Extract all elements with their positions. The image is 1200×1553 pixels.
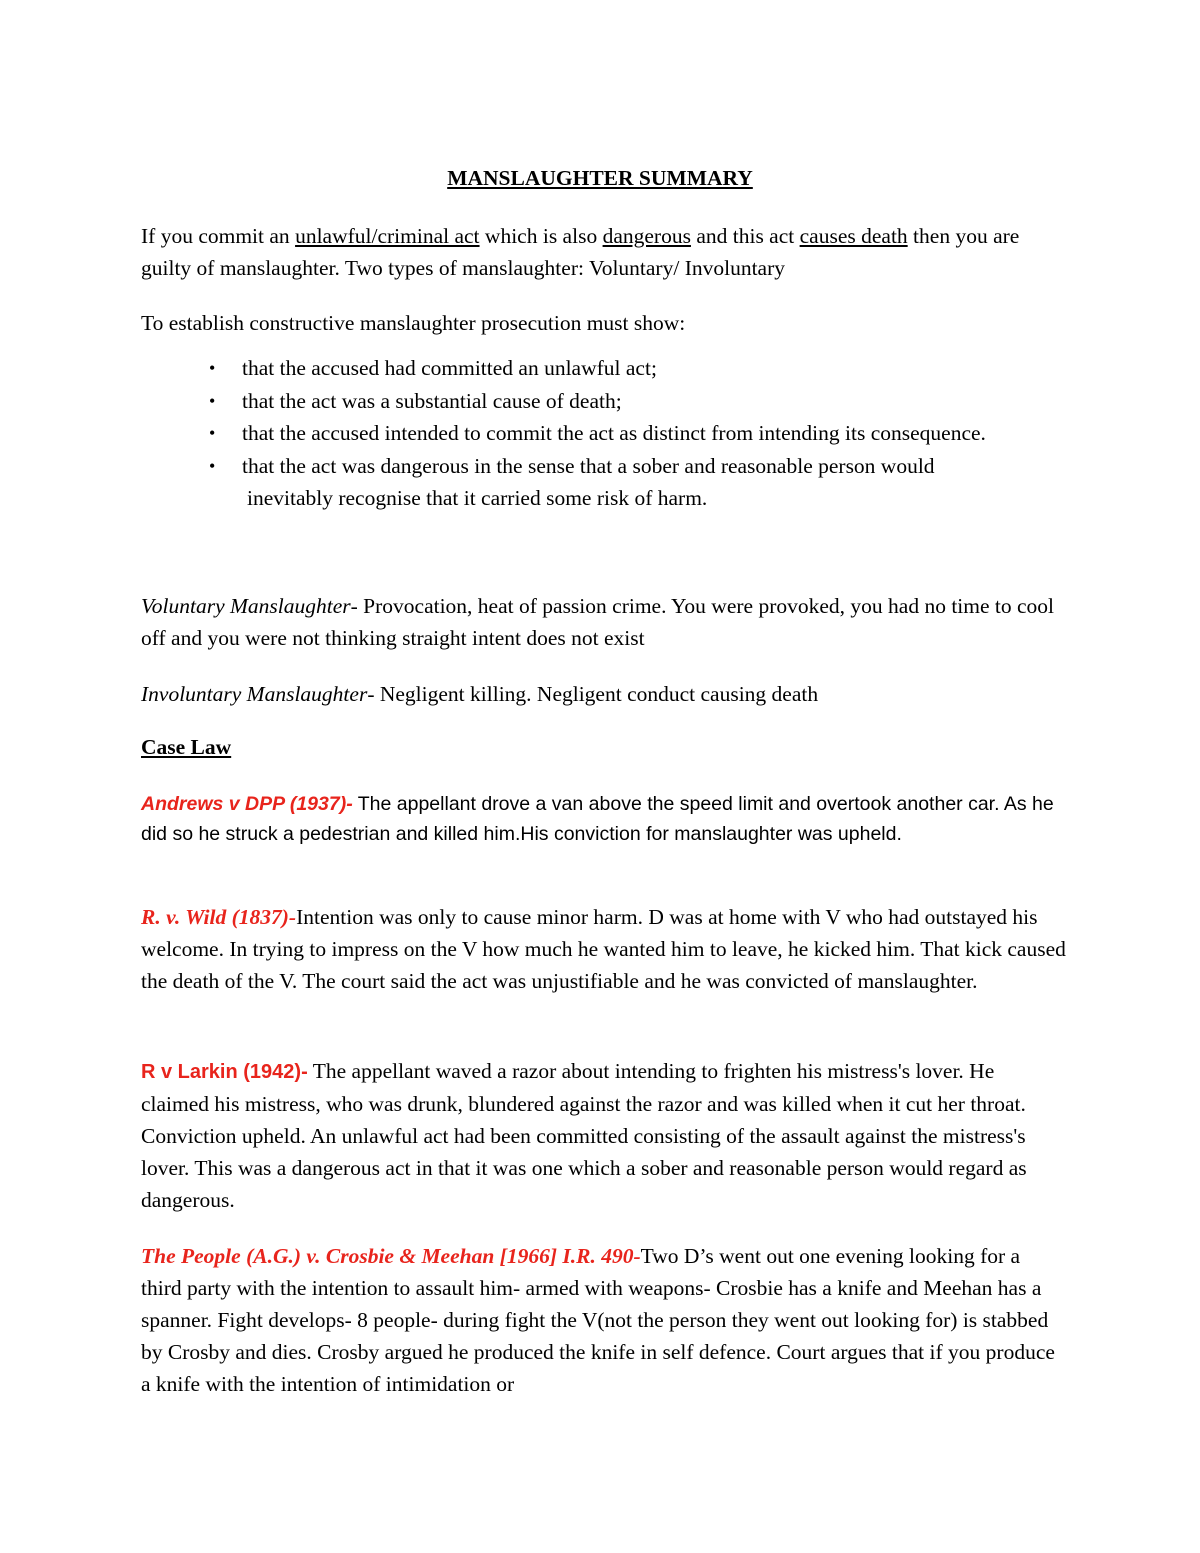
- case-andrews: Andrews v DPP (1937)- The appellant drove a van above the speed limit and overtook another car. As he did so he struck a pedestrian and killed him.His conviction for manslaughter was upheld.: [141, 793, 1054, 845]
- term-dangerous: dangerous: [602, 224, 691, 248]
- list-item: • that the accused intended to commit the act as distinct from intending its consequence.: [141, 417, 1101, 450]
- case-larkin: R v Larkin (1942)- The appellant waved a razor about intending to frighten his mistress's lover. He claimed his mistress, who was drunk, blundered against the razor and was killed when it cut her throat. Conviction upheld. An unlawful act had been committed consisting of the assault against the mistress's lover. This was a dangerous act in that it was one which a sober and reasonable person would regard as dangerous.: [141, 1059, 1027, 1212]
- bullet-icon: •: [209, 455, 216, 476]
- constructive-lead: To establish constructive manslaughter prosecution must show:: [141, 311, 686, 335]
- case-year: (1942)-: [237, 1061, 308, 1083]
- term-unlawful-act: unlawful/criminal act: [295, 224, 480, 248]
- voluntary-term: Voluntary Manslaughter: [141, 594, 351, 618]
- voluntary-paragraph: Voluntary Manslaughter- Provocation, heat of passion crime. You were provoked, you had no time to cool off and you were not thinking straight intent does not exist: [141, 594, 1055, 650]
- case-wild: R. v. Wild (1837)-Intention was only to cause minor harm. D was at home with V who had outstayed his welcome. In trying to impress on the V how much he wanted him to leave, he kicked him. That kick caused the death of the V. The court said the act was unjustifiable and he was convicted of manslaughter.: [141, 905, 1066, 993]
- case-name: R. v. Wild (1837)-: [141, 905, 297, 929]
- term-causes-death: causes death: [799, 224, 908, 248]
- intro-paragraph: If you commit an unlawful/criminal act which is also dangerous and this act causes death then you are guilty of manslaughter. Two types of manslaughter: Voluntary/ Involuntary: [141, 224, 1020, 280]
- bullet-continuation: inevitably recognise that it carried some risk of harm.: [247, 486, 708, 510]
- elements-list: [141, 352, 1101, 515]
- case-law-heading: Case Law: [141, 735, 232, 759]
- case-name: Andrews v DPP (1937)-: [141, 793, 353, 815]
- case-crosbie: The People (A.G.) v. Crosbie & Meehan [1966] I.R. 490-Two D’s went out one evening looking for a third party with the intention to assault him- armed with weapons- Crosbie has a knife and Meehan has a spanner. Fight develops- 8 people- during fight the V(not the person they went out looking for) is stabbed by Crosby and dies. Crosby argued he produced the knife in self defence. Court argues that if you produce a knife with the intention of intimidation or: [141, 1244, 1055, 1396]
- bullet-icon: •: [209, 358, 216, 378]
- involuntary-paragraph: Involuntary Manslaughter- Negligent killing. Negligent conduct causing death: [141, 682, 819, 706]
- bullet-icon: •: [209, 390, 216, 411]
- document-title: MANSLAUGHTER SUMMARY: [447, 166, 753, 190]
- list-item: • that the accused had committed an unlawful act;: [141, 352, 1101, 385]
- list-item: • that the act was dangerous in the sense that a sober and reasonable person would inevitably recognise that it carried some risk of harm.: [141, 450, 1101, 515]
- involuntary-term: Involuntary Manslaughter: [141, 682, 368, 706]
- case-name: The People (A.G.) v. Crosbie & Meehan [1966] I.R. 490-: [141, 1244, 641, 1268]
- bullet-icon: •: [209, 423, 216, 443]
- case-name: R v Larkin: [141, 1061, 238, 1083]
- list-item: • that the act was a substantial cause of death;: [141, 385, 1101, 418]
